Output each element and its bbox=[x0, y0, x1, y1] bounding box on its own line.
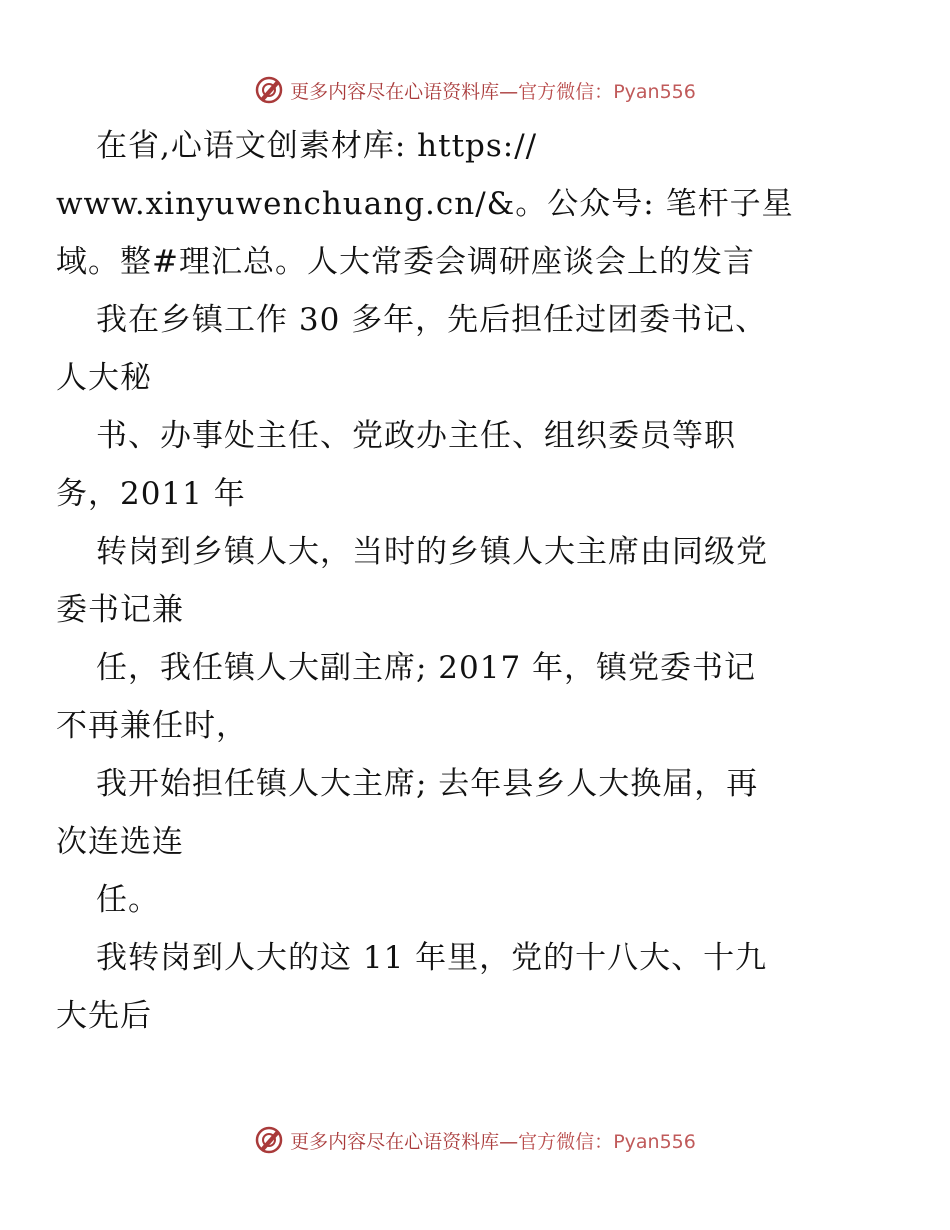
text-line: 转岗到乡镇人大，当时的乡镇人大主席由同级党 bbox=[96, 534, 768, 570]
pen-logo-icon bbox=[254, 1125, 284, 1155]
footer-banner-dash: — bbox=[499, 1130, 519, 1153]
text-line: 在省,心语文创素材库: https:// bbox=[96, 128, 538, 164]
text-line: 我开始担任镇人大主席; 去年县乡人大换届，再 bbox=[96, 766, 759, 802]
text-line: 不再兼任时， bbox=[56, 708, 248, 744]
header-banner bbox=[0, 70, 950, 110]
document-body bbox=[56, 117, 866, 1045]
pen-logo-icon bbox=[254, 75, 284, 105]
text-line: 任。 bbox=[96, 882, 160, 918]
footer-banner-text bbox=[290, 1127, 696, 1154]
text-line: 任，我任镇人大副主席; 2017 年，镇党委书记 bbox=[96, 650, 757, 686]
text-line: 大先后 bbox=[56, 998, 152, 1034]
footer-banner bbox=[0, 1120, 950, 1160]
text-line: www.xinyuwenchuang.cn/&。公众号: 笔杆子星 bbox=[56, 186, 794, 222]
text-line: 务，2011 年 bbox=[56, 476, 246, 512]
text-line: 我在乡镇工作 30 多年，先后担任过团委书记、 bbox=[96, 302, 768, 338]
footer-banner-title: 更多内容尽在心语资料库 bbox=[290, 1130, 500, 1153]
footer-banner-wechat-label: 官方微信： bbox=[518, 1130, 614, 1153]
header-banner-dash: — bbox=[499, 80, 519, 103]
text-line: 人大秘 bbox=[56, 360, 152, 396]
footer-banner-wechat-id: Pyan556 bbox=[613, 1130, 696, 1153]
text-line: 书、办事处主任、党政办主任、组织委员等职 bbox=[96, 418, 736, 454]
text-line: 我转岗到人大的这 11 年里，党的十八大、十九 bbox=[96, 940, 768, 976]
text-line: 域。整#理汇总。人大常委会调研座谈会上的发言 bbox=[56, 244, 755, 280]
header-banner-wechat-label: 官方微信： bbox=[518, 80, 614, 103]
text-line: 委书记兼 bbox=[56, 592, 184, 628]
header-banner-wechat-id: Pyan556 bbox=[613, 80, 696, 103]
text-line: 次连选连 bbox=[56, 824, 184, 860]
header-banner-text bbox=[290, 77, 696, 104]
header-banner-title: 更多内容尽在心语资料库 bbox=[290, 80, 500, 103]
